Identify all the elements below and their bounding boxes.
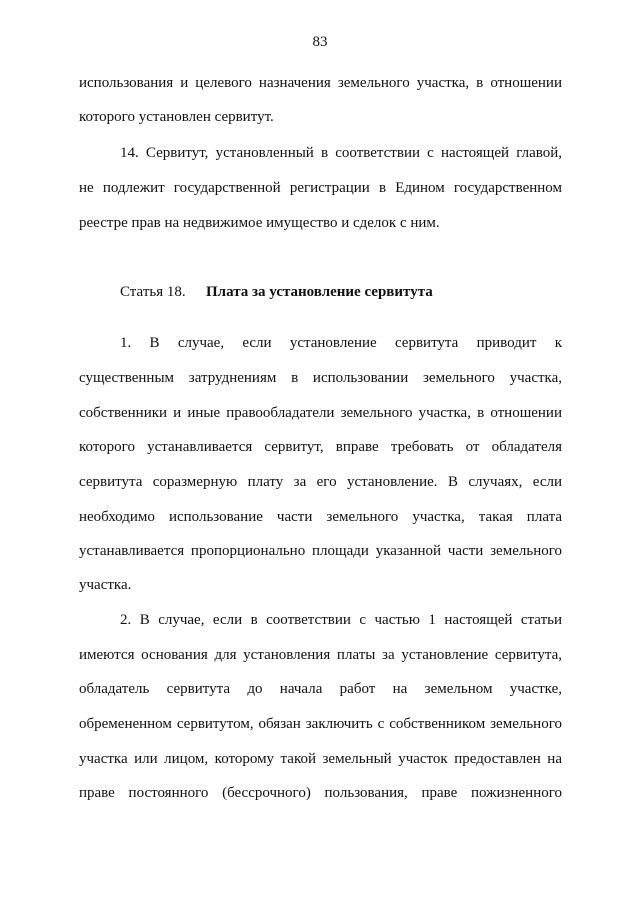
text-line: необходимо использование части земельного участка, такая плата xyxy=(79,509,562,525)
text-line: обладатель сервитута до начала работ на земельном участке, xyxy=(79,681,562,697)
article-number: Статья 18. xyxy=(120,284,186,300)
text-line: обремененном сервитутом, обязан заключить с собственником земельного xyxy=(79,716,562,732)
text-line: праве постоянного (бессрочного) пользования, праве пожизненного xyxy=(79,785,562,801)
page-number: 83 xyxy=(312,34,328,50)
text-line: реестре прав на недвижимое имущество и сделок с ним. xyxy=(79,215,440,231)
article-heading xyxy=(120,284,433,301)
text-line: не подлежит государственной регистрации в Едином государственном xyxy=(79,180,562,196)
text-line: которого устанавливается сервитут, вправе требовать от обладателя xyxy=(79,439,562,455)
paragraph-14-first-line: 14. Сервитут, установленный в соответствии с настоящей главой, xyxy=(120,145,562,161)
text-line: участка. xyxy=(79,577,132,593)
text-line: использования и целевого назначения земельного участка, в отношении xyxy=(79,75,562,91)
paragraph-2-first-line: 2. В случае, если в соответствии с частью 1 настоящей статьи xyxy=(120,612,562,628)
text-line: собственники и иные правообладатели земельного участка, в отношении xyxy=(79,405,562,421)
text-line: имеются основания для установления платы за установление сервитута, xyxy=(79,647,562,663)
text-line: устанавливается пропорционально площади указанной части земельного xyxy=(79,543,562,559)
text-line: которого установлен сервитут. xyxy=(79,109,274,125)
text-line: сервитута соразмерную плату за его установление. В случаях, если xyxy=(79,474,562,490)
article-title: Плата за установление сервитута xyxy=(206,284,433,300)
paragraph-1-first-line: 1. В случае, если установление сервитута приводит к xyxy=(120,335,562,351)
text-line: существенным затруднениям в использовании земельного участка, xyxy=(79,370,562,386)
text-line: участка или лицом, которому такой земельный участок предоставлен на xyxy=(79,751,562,767)
